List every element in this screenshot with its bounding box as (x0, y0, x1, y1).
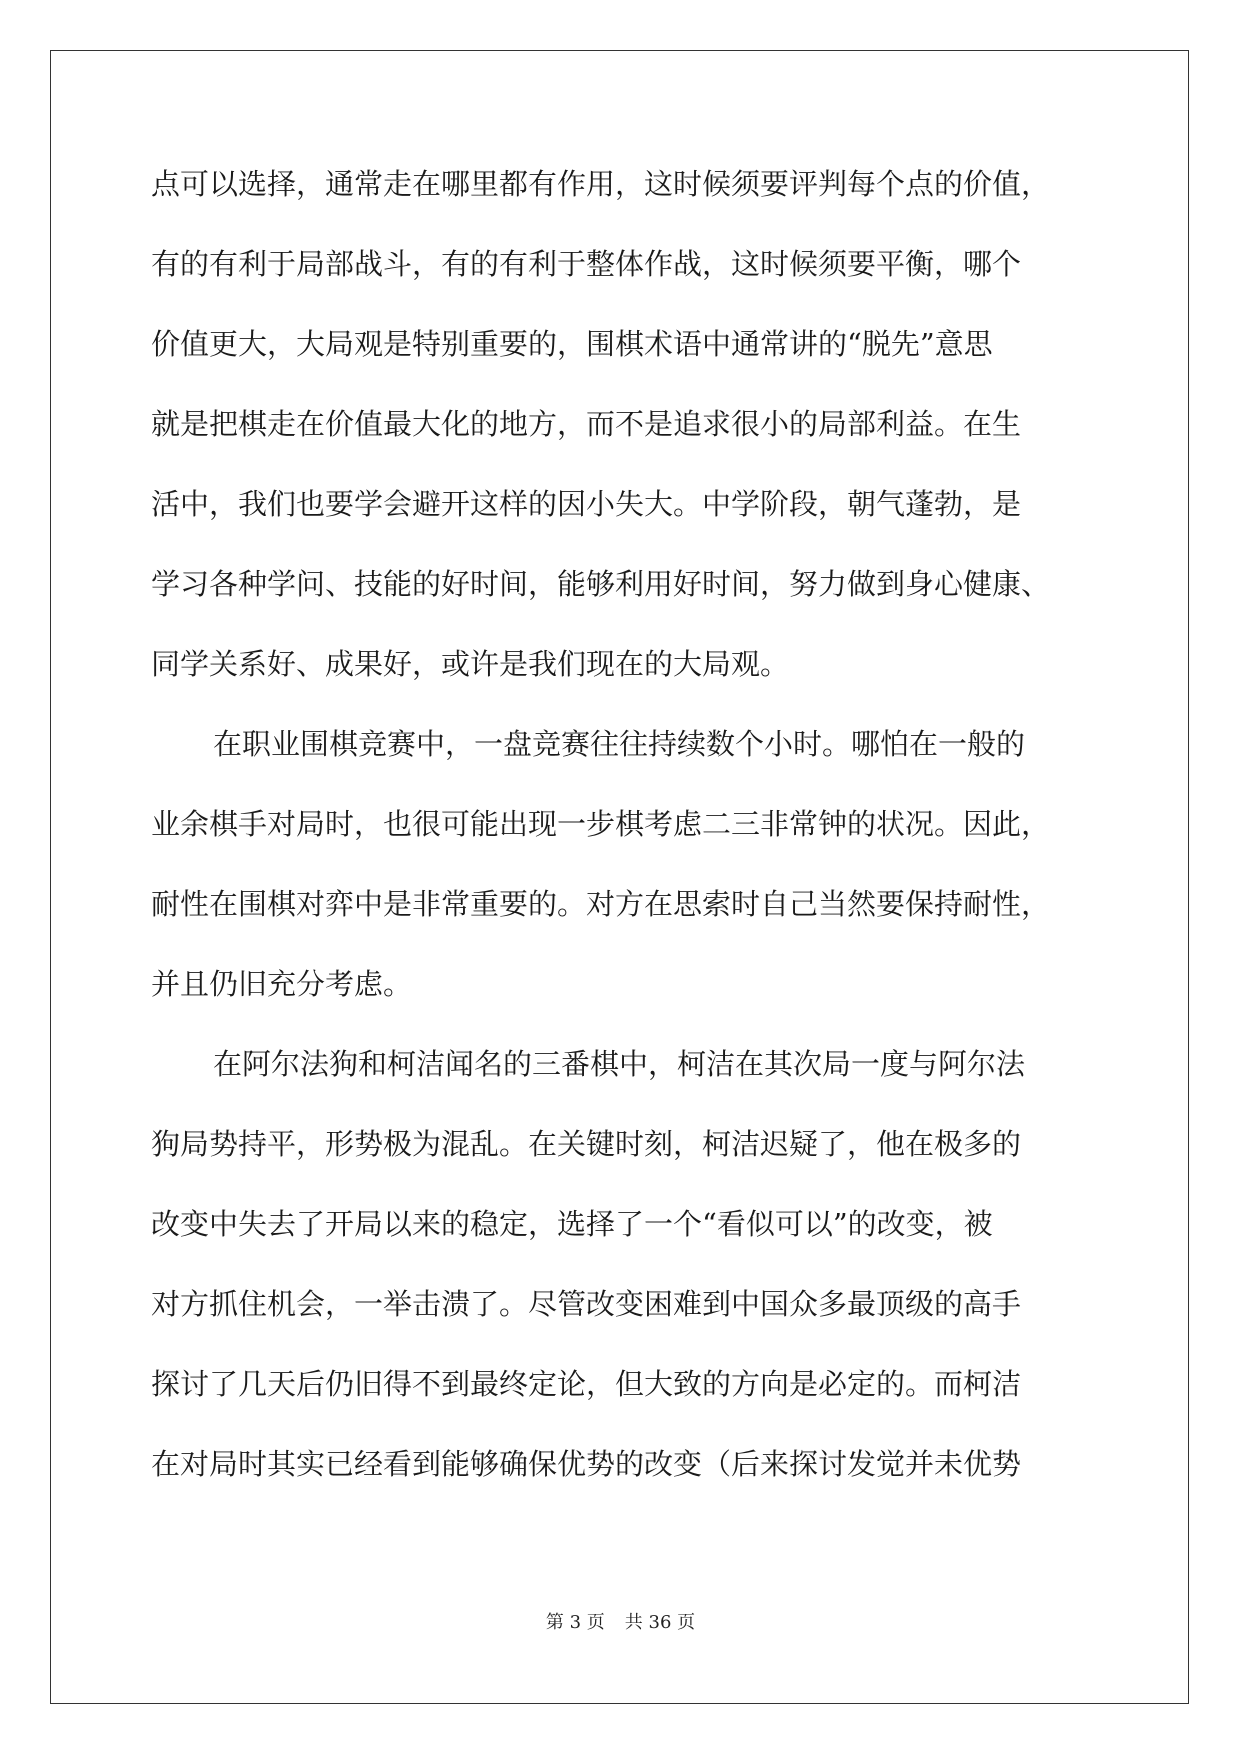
page-total: 共 36 页 (624, 1612, 696, 1633)
page-number: 第 3 页 (545, 1612, 605, 1633)
text-line: 在对局时其实已经看到能够确保优势的改变（后来探讨发觉并未优势 (151, 1447, 1022, 1481)
text-line: 对方抓住机会，一举击溃了。尽管改变困难到中国众多最顶级的高手 (151, 1287, 1022, 1321)
page-footer (0, 1608, 1241, 1634)
text-line: 同学关系好、成果好，或许是我们现在的大局观。 (151, 647, 790, 681)
text-line: 点可以选择，通常走在哪里都有作用，这时候须要评判每个点的价值， (151, 167, 1051, 201)
text-line: 在职业围棋竞赛中，一盘竞赛往往持续数个小时。哪怕在一般的 (213, 727, 1026, 761)
text-line: 学习各种学问、技能的好时间，能够利用好时间，努力做到身心健康、 (151, 567, 1051, 601)
text-line: 业余棋手对局时，也很可能出现一步棋考虑二三非常钟的状况。因此， (151, 807, 1051, 841)
text-line: 狗局势持平，形势极为混乱。在关键时刻，柯洁迟疑了，他在极多的 (151, 1127, 1022, 1161)
text-line: 并且仍旧充分考虑。 (151, 967, 413, 1001)
text-line: 探讨了几天后仍旧得不到最终定论，但大致的方向是必定的。而柯洁 (151, 1367, 1022, 1401)
document-body (151, 144, 1094, 1504)
text-line: 改变中失去了开局以来的稳定，选择了一个“看似可以”的改变，被 (151, 1207, 993, 1241)
text-line: 耐性在围棋对弈中是非常重要的。对方在思索时自己当然要保持耐性， (151, 887, 1051, 921)
text-line: 活中，我们也要学会避开这样的因小失大。中学阶段，朝气蓬勃，是 (151, 487, 1022, 521)
text-line: 就是把棋走在价值最大化的地方，而不是追求很小的局部利益。在生 (151, 407, 1022, 441)
text-line: 有的有利于局部战斗，有的有利于整体作战，这时候须要平衡，哪个 (151, 247, 1022, 281)
text-line: 在阿尔法狗和柯洁闻名的三番棋中，柯洁在其次局一度与阿尔法 (213, 1047, 1026, 1081)
text-line: 价值更大，大局观是特别重要的，围棋术语中通常讲的“脱先”意思 (151, 327, 993, 361)
